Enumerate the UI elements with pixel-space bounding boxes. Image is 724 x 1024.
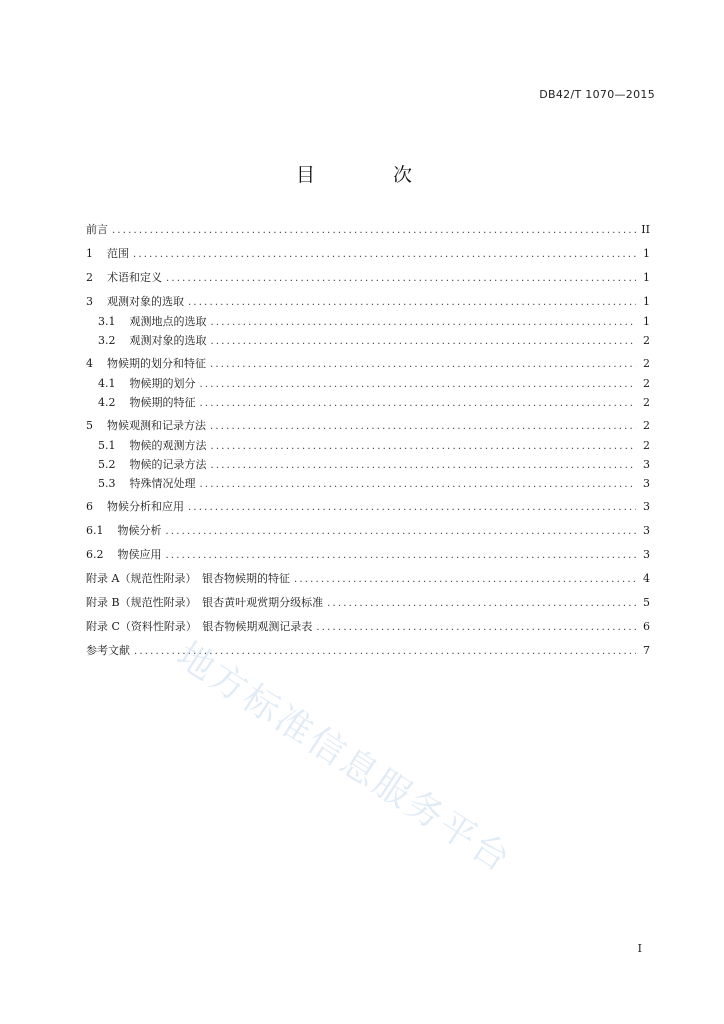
toc-entry-page: 2	[643, 357, 650, 370]
toc-entry-number: 6.1	[86, 524, 104, 537]
toc-entry-number: 1	[86, 247, 93, 260]
dot-leader	[200, 479, 637, 490]
dot-leader	[188, 297, 636, 308]
dot-leader	[211, 317, 637, 328]
toc-entry-page: 5	[643, 596, 650, 609]
toc-entry-number: 2	[86, 271, 93, 284]
toc-entry[interactable]	[86, 456, 650, 475]
toc-entry-number: 5.2	[98, 458, 116, 471]
toc-entry-label: 物候的观测方法	[129, 439, 207, 452]
toc-entry-page: 2	[643, 377, 650, 390]
toc-entry-number: 6	[86, 500, 93, 513]
toc-entry-page: 3	[643, 458, 650, 471]
toc-entry[interactable]	[86, 269, 650, 289]
dot-leader	[316, 622, 636, 633]
standard-number: DB42/T 1070—2015	[539, 88, 655, 101]
dot-leader	[210, 359, 636, 370]
toc-entry[interactable]	[86, 546, 650, 566]
toc-entry[interactable]	[86, 618, 650, 638]
toc-entry-page: 1	[643, 271, 650, 284]
toc-entry-label: 观测对象的选取	[129, 334, 207, 347]
toc-entry-page: 7	[643, 644, 650, 657]
watermark: 地方标准信息服务平台	[169, 634, 519, 882]
dot-leader	[112, 225, 636, 236]
toc-entry-number: 3.1	[98, 315, 116, 328]
toc-entry-number: 4	[86, 357, 93, 370]
dot-leader	[210, 421, 636, 432]
toc-entry-page: 3	[643, 477, 650, 490]
toc-entry[interactable]	[86, 245, 650, 265]
dot-leader	[166, 273, 636, 284]
toc-entry[interactable]	[86, 313, 650, 332]
toc-entry[interactable]	[86, 355, 650, 375]
toc-entry-label: 物候分析和应用	[107, 500, 184, 513]
toc-entry-number: 6.2	[86, 548, 104, 561]
toc-entry-label: 范围	[107, 247, 129, 260]
toc-entry-label: 参考文献	[86, 644, 130, 657]
toc-entry-page: 1	[643, 315, 650, 328]
toc-entry-number: 3.2	[98, 334, 116, 347]
toc-entry-page: 1	[643, 247, 650, 260]
toc-entry-page: 2	[643, 334, 650, 347]
toc-entry[interactable]	[86, 642, 650, 662]
dot-leader	[133, 249, 636, 260]
toc-entry[interactable]	[86, 394, 650, 413]
toc-entry-label: 物候期的特征	[129, 396, 196, 409]
toc-entry[interactable]	[86, 221, 650, 241]
dot-leader	[166, 550, 637, 561]
toc-entry-page: 3	[643, 524, 650, 537]
toc-entry-page: II	[641, 223, 650, 236]
toc-entry-page: 2	[643, 439, 650, 452]
toc-entry-page: 2	[643, 419, 650, 432]
toc-entry-number: 5.1	[98, 439, 116, 452]
dot-leader	[166, 526, 637, 537]
toc-entry-number: 5.3	[98, 477, 116, 490]
toc-entry[interactable]	[86, 375, 650, 394]
toc-entry-page: 4	[643, 572, 650, 585]
toc-entry-number: 5	[86, 419, 93, 432]
toc-entry-number: 3	[86, 295, 93, 308]
toc-entry[interactable]	[86, 594, 650, 614]
toc-entry-label: 附录 A（规范性附录） 银杏物候期的特征	[86, 572, 290, 585]
toc-entry-page: 1	[643, 295, 650, 308]
toc-entry-label: 特殊情况处理	[129, 477, 196, 490]
toc-entry-label: 观测对象的选取	[107, 295, 184, 308]
toc-entry[interactable]	[86, 475, 650, 494]
toc-entry[interactable]	[86, 332, 650, 351]
toc-entry-label: 物候期的划分	[129, 377, 196, 390]
toc-entry[interactable]	[86, 570, 650, 590]
toc-entry-page: 2	[643, 396, 650, 409]
table-of-contents	[86, 221, 650, 662]
dot-leader	[200, 379, 637, 390]
toc-entry-page: 3	[643, 500, 650, 513]
page-number: I	[637, 942, 642, 955]
toc-entry-label: 物侯应用	[117, 548, 162, 561]
toc-title: 目 次	[295, 164, 449, 186]
toc-entry-page: 3	[643, 548, 650, 561]
toc-entry-page: 6	[643, 620, 650, 633]
toc-entry-label: 附录 C（资料性附录） 银杏物候期观测记录表	[86, 620, 313, 633]
dot-leader	[200, 398, 637, 409]
toc-entry-label: 物候期的划分和特征	[107, 357, 206, 370]
toc-entry[interactable]	[86, 522, 650, 542]
toc-entry-label: 观测地点的选取	[129, 315, 207, 328]
toc-entry-label: 术语和定义	[107, 271, 162, 284]
toc-entry[interactable]	[86, 293, 650, 313]
toc-entry[interactable]	[86, 417, 650, 437]
toc-entry-label: 物候分析	[117, 524, 162, 537]
toc-entry[interactable]	[86, 498, 650, 518]
dot-leader	[294, 574, 636, 585]
dot-leader	[188, 502, 636, 513]
toc-entry[interactable]	[86, 437, 650, 456]
toc-entry-number: 4.2	[98, 396, 116, 409]
dot-leader	[211, 460, 637, 471]
toc-entry-label: 前言	[86, 223, 108, 236]
toc-entry-number: 4.1	[98, 377, 116, 390]
toc-entry-label: 物候观测和记录方法	[107, 419, 206, 432]
toc-entry-label: 物候的记录方法	[129, 458, 207, 471]
dot-leader	[327, 598, 636, 609]
toc-entry-label: 附录 B（规范性附录） 银杏黄叶观赏期分级标准	[86, 596, 324, 609]
dot-leader	[211, 441, 637, 452]
dot-leader	[211, 336, 637, 347]
